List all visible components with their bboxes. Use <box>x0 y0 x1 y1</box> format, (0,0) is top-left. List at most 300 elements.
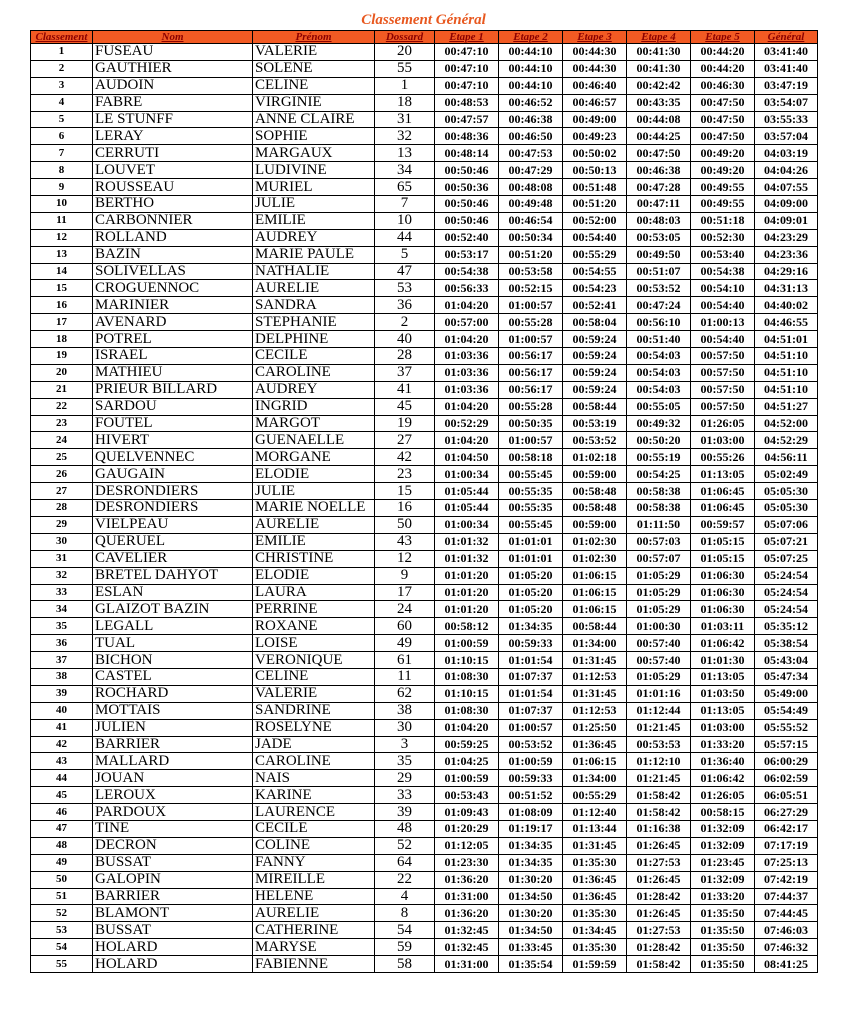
stage-3-time: 00:58:44 <box>563 618 627 635</box>
first-name-cell: MIREILLE <box>253 871 375 888</box>
bib-cell: 28 <box>375 348 435 365</box>
rank-cell: 46 <box>31 804 93 821</box>
stage-3-time: 00:54:23 <box>563 280 627 297</box>
stage-2-time: 01:34:35 <box>499 854 563 871</box>
rank-cell: 36 <box>31 635 93 652</box>
stage-1-time: 01:00:34 <box>435 516 499 533</box>
bib-cell: 7 <box>375 196 435 213</box>
bib-cell: 42 <box>375 449 435 466</box>
bib-cell: 20 <box>375 44 435 61</box>
stage-1-time: 01:20:29 <box>435 820 499 837</box>
rank-cell: 1 <box>31 44 93 61</box>
first-name-cell: MARIE NOELLE <box>253 500 375 517</box>
first-name-cell: ROXANE <box>253 618 375 635</box>
stage-2-time: 01:34:35 <box>499 618 563 635</box>
table-row <box>31 314 818 331</box>
first-name-cell: HELENE <box>253 888 375 905</box>
stage-2-time: 01:33:45 <box>499 939 563 956</box>
stage-4-time: 00:43:35 <box>627 94 691 111</box>
rank-cell: 18 <box>31 331 93 348</box>
stage-1-time: 00:47:10 <box>435 44 499 61</box>
rank-cell: 41 <box>31 719 93 736</box>
overall-time: 03:57:04 <box>755 128 818 145</box>
bib-cell: 43 <box>375 533 435 550</box>
last-name-cell: PARDOUX <box>93 804 253 821</box>
table-row <box>31 685 818 702</box>
overall-time: 03:55:33 <box>755 111 818 128</box>
first-name-cell: AUDREY <box>253 381 375 398</box>
stage-3-time: 01:36:45 <box>563 736 627 753</box>
stage-3-time: 00:53:19 <box>563 415 627 432</box>
rank-cell: 6 <box>31 128 93 145</box>
stage-1-time: 00:47:10 <box>435 60 499 77</box>
rank-cell: 26 <box>31 466 93 483</box>
stage-4-time: 01:21:45 <box>627 770 691 787</box>
last-name-cell: QUELVENNEC <box>93 449 253 466</box>
table-row <box>31 483 818 500</box>
table-row <box>31 111 818 128</box>
bib-cell: 4 <box>375 888 435 905</box>
rank-cell: 52 <box>31 905 93 922</box>
table-row <box>31 60 818 77</box>
bib-cell: 30 <box>375 719 435 736</box>
stage-4-time: 00:51:07 <box>627 263 691 280</box>
stage-5-time: 01:33:20 <box>691 888 755 905</box>
first-name-cell: LUDIVINE <box>253 162 375 179</box>
overall-time: 04:56:11 <box>755 449 818 466</box>
last-name-cell: JOUAN <box>93 770 253 787</box>
table-row <box>31 753 818 770</box>
table-row <box>31 179 818 196</box>
stage-4-time: 01:28:42 <box>627 888 691 905</box>
bib-cell: 59 <box>375 939 435 956</box>
stage-2-time: 01:19:17 <box>499 820 563 837</box>
stage-3-time: 00:46:57 <box>563 94 627 111</box>
stage-5-time: 00:58:15 <box>691 804 755 821</box>
stage-3-time: 00:54:55 <box>563 263 627 280</box>
table-row <box>31 398 818 415</box>
first-name-cell: PERRINE <box>253 601 375 618</box>
stage-1-time: 00:53:43 <box>435 787 499 804</box>
last-name-cell: SARDOU <box>93 398 253 415</box>
stage-2-time: 01:30:20 <box>499 905 563 922</box>
stage-3-time: 01:34:00 <box>563 770 627 787</box>
table-row <box>31 922 818 939</box>
stage-4-time: 00:57:40 <box>627 635 691 652</box>
rank-cell: 16 <box>31 297 93 314</box>
header-etape-1: Etape 1 <box>435 31 499 44</box>
first-name-cell: MURIEL <box>253 179 375 196</box>
table-row <box>31 449 818 466</box>
stage-1-time: 01:32:45 <box>435 939 499 956</box>
last-name-cell: DECRON <box>93 837 253 854</box>
first-name-cell: EMILIE <box>253 212 375 229</box>
first-name-cell: FABIENNE <box>253 956 375 973</box>
stage-2-time: 01:01:01 <box>499 533 563 550</box>
bib-cell: 53 <box>375 280 435 297</box>
table-row <box>31 854 818 871</box>
header-etape-4: Etape 4 <box>627 31 691 44</box>
rank-cell: 9 <box>31 179 93 196</box>
stage-5-time: 00:49:55 <box>691 179 755 196</box>
table-row <box>31 162 818 179</box>
stage-2-time: 00:55:45 <box>499 466 563 483</box>
stage-3-time: 00:54:40 <box>563 229 627 246</box>
rank-cell: 20 <box>31 364 93 381</box>
stage-4-time: 01:11:50 <box>627 516 691 533</box>
last-name-cell: MATHIEU <box>93 364 253 381</box>
stage-5-time: 01:06:42 <box>691 770 755 787</box>
stage-3-time: 00:59:24 <box>563 348 627 365</box>
stage-5-time: 00:57:50 <box>691 364 755 381</box>
first-name-cell: SANDRINE <box>253 702 375 719</box>
stage-3-time: 01:06:15 <box>563 584 627 601</box>
rank-cell: 44 <box>31 770 93 787</box>
stage-4-time: 01:27:53 <box>627 854 691 871</box>
last-name-cell: CASTEL <box>93 668 253 685</box>
stage-5-time: 01:33:20 <box>691 736 755 753</box>
last-name-cell: AVENARD <box>93 314 253 331</box>
bib-cell: 9 <box>375 567 435 584</box>
overall-time: 06:27:29 <box>755 804 818 821</box>
overall-time: 07:25:13 <box>755 854 818 871</box>
rank-cell: 55 <box>31 956 93 973</box>
overall-time: 04:51:10 <box>755 364 818 381</box>
last-name-cell: BAZIN <box>93 246 253 263</box>
stage-1-time: 01:31:00 <box>435 888 499 905</box>
stage-5-time: 00:53:40 <box>691 246 755 263</box>
last-name-cell: BICHON <box>93 652 253 669</box>
stage-4-time: 01:12:44 <box>627 702 691 719</box>
first-name-cell: AURELIE <box>253 905 375 922</box>
stage-4-time: 00:49:32 <box>627 415 691 432</box>
stage-1-time: 00:52:40 <box>435 229 499 246</box>
stage-1-time: 01:04:20 <box>435 331 499 348</box>
last-name-cell: ROCHARD <box>93 685 253 702</box>
bib-cell: 49 <box>375 635 435 652</box>
bib-cell: 19 <box>375 415 435 432</box>
overall-time: 05:35:12 <box>755 618 818 635</box>
stage-5-time: 01:05:15 <box>691 533 755 550</box>
stage-1-time: 00:50:46 <box>435 162 499 179</box>
first-name-cell: COLINE <box>253 837 375 854</box>
bib-cell: 17 <box>375 584 435 601</box>
stage-3-time: 00:51:48 <box>563 179 627 196</box>
stage-5-time: 01:23:45 <box>691 854 755 871</box>
stage-2-time: 00:56:17 <box>499 381 563 398</box>
bib-cell: 18 <box>375 94 435 111</box>
stage-5-time: 01:26:05 <box>691 787 755 804</box>
stage-4-time: 00:41:30 <box>627 44 691 61</box>
bib-cell: 11 <box>375 668 435 685</box>
table-row <box>31 280 818 297</box>
stage-1-time: 01:03:36 <box>435 381 499 398</box>
stage-4-time: 00:53:53 <box>627 736 691 753</box>
stage-5-time: 01:05:15 <box>691 550 755 567</box>
stage-3-time: 01:13:44 <box>563 820 627 837</box>
table-row <box>31 229 818 246</box>
stage-5-time: 00:46:30 <box>691 77 755 94</box>
stage-5-time: 01:32:09 <box>691 820 755 837</box>
overall-time: 04:52:29 <box>755 432 818 449</box>
table-row <box>31 145 818 162</box>
first-name-cell: MARGAUX <box>253 145 375 162</box>
stage-3-time: 00:59:24 <box>563 381 627 398</box>
table-row <box>31 787 818 804</box>
last-name-cell: BRETEL DAHYOT <box>93 567 253 584</box>
first-name-cell: CAROLINE <box>253 753 375 770</box>
rank-cell: 2 <box>31 60 93 77</box>
stage-3-time: 01:02:30 <box>563 533 627 550</box>
stage-5-time: 00:54:40 <box>691 331 755 348</box>
table-row <box>31 297 818 314</box>
overall-time: 04:23:29 <box>755 229 818 246</box>
bib-cell: 62 <box>375 685 435 702</box>
table-row <box>31 837 818 854</box>
stage-1-time: 01:10:15 <box>435 685 499 702</box>
bib-cell: 34 <box>375 162 435 179</box>
stage-4-time: 00:54:03 <box>627 348 691 365</box>
stage-4-time: 00:46:38 <box>627 162 691 179</box>
rank-cell: 22 <box>31 398 93 415</box>
overall-time: 04:09:01 <box>755 212 818 229</box>
stage-4-time: 01:27:53 <box>627 922 691 939</box>
first-name-cell: LOISE <box>253 635 375 652</box>
stage-5-time: 01:13:05 <box>691 466 755 483</box>
last-name-cell: MARINIER <box>93 297 253 314</box>
bib-cell: 65 <box>375 179 435 196</box>
rank-cell: 31 <box>31 550 93 567</box>
table-row <box>31 348 818 365</box>
table-row <box>31 44 818 61</box>
overall-time: 05:07:25 <box>755 550 818 567</box>
stage-5-time: 00:55:26 <box>691 449 755 466</box>
first-name-cell: CAROLINE <box>253 364 375 381</box>
first-name-cell: SOPHIE <box>253 128 375 145</box>
first-name-cell: KARINE <box>253 787 375 804</box>
stage-1-time: 01:01:32 <box>435 533 499 550</box>
first-name-cell: SANDRA <box>253 297 375 314</box>
stage-4-time: 00:58:38 <box>627 500 691 517</box>
stage-3-time: 00:59:24 <box>563 364 627 381</box>
first-name-cell: AURELIE <box>253 280 375 297</box>
overall-time: 06:02:59 <box>755 770 818 787</box>
table-row <box>31 956 818 973</box>
stage-4-time: 01:05:29 <box>627 601 691 618</box>
stage-3-time: 01:12:53 <box>563 702 627 719</box>
stage-1-time: 01:04:20 <box>435 432 499 449</box>
stage-5-time: 00:49:55 <box>691 196 755 213</box>
table-row <box>31 415 818 432</box>
stage-3-time: 00:52:41 <box>563 297 627 314</box>
first-name-cell: EMILIE <box>253 533 375 550</box>
stage-1-time: 01:32:45 <box>435 922 499 939</box>
first-name-cell: NAIS <box>253 770 375 787</box>
last-name-cell: FUSEAU <box>93 44 253 61</box>
stage-2-time: 00:55:28 <box>499 314 563 331</box>
first-name-cell: ROSELYNE <box>253 719 375 736</box>
rank-cell: 38 <box>31 668 93 685</box>
last-name-cell: ESLAN <box>93 584 253 601</box>
overall-time: 07:44:37 <box>755 888 818 905</box>
rank-cell: 24 <box>31 432 93 449</box>
overall-time: 05:47:34 <box>755 668 818 685</box>
table-header-row <box>31 31 818 44</box>
first-name-cell: ELODIE <box>253 567 375 584</box>
table-row <box>31 500 818 517</box>
overall-time: 05:49:00 <box>755 685 818 702</box>
rank-cell: 51 <box>31 888 93 905</box>
stage-1-time: 00:53:17 <box>435 246 499 263</box>
stage-3-time: 01:59:59 <box>563 956 627 973</box>
overall-time: 07:44:45 <box>755 905 818 922</box>
first-name-cell: ELODIE <box>253 466 375 483</box>
first-name-cell: MARGOT <box>253 415 375 432</box>
stage-4-time: 00:44:08 <box>627 111 691 128</box>
stage-1-time: 01:01:20 <box>435 567 499 584</box>
stage-2-time: 00:56:17 <box>499 348 563 365</box>
bib-cell: 35 <box>375 753 435 770</box>
table-row <box>31 128 818 145</box>
overall-time: 03:54:07 <box>755 94 818 111</box>
first-name-cell: CELINE <box>253 668 375 685</box>
overall-time: 04:51:27 <box>755 398 818 415</box>
first-name-cell: ANNE CLAIRE <box>253 111 375 128</box>
rank-cell: 12 <box>31 229 93 246</box>
header-etape-5: Etape 5 <box>691 31 755 44</box>
stage-5-time: 00:54:40 <box>691 297 755 314</box>
table-row <box>31 584 818 601</box>
first-name-cell: GUENAELLE <box>253 432 375 449</box>
stage-2-time: 00:50:34 <box>499 229 563 246</box>
first-name-cell: MORGANE <box>253 449 375 466</box>
stage-2-time: 01:34:50 <box>499 888 563 905</box>
stage-5-time: 00:47:50 <box>691 128 755 145</box>
stage-3-time: 00:55:29 <box>563 246 627 263</box>
table-row <box>31 871 818 888</box>
stage-2-time: 00:48:08 <box>499 179 563 196</box>
stage-3-time: 01:34:45 <box>563 922 627 939</box>
stage-4-time: 00:54:03 <box>627 364 691 381</box>
stage-4-time: 01:12:10 <box>627 753 691 770</box>
header-prenom: Prénom <box>253 31 375 44</box>
rank-cell: 5 <box>31 111 93 128</box>
stage-2-time: 00:47:53 <box>499 145 563 162</box>
stage-2-time: 01:05:20 <box>499 567 563 584</box>
stage-5-time: 00:54:10 <box>691 280 755 297</box>
bib-cell: 44 <box>375 229 435 246</box>
overall-time: 03:41:40 <box>755 44 818 61</box>
stage-1-time: 00:50:46 <box>435 196 499 213</box>
first-name-cell: AUDREY <box>253 229 375 246</box>
stage-2-time: 01:00:57 <box>499 719 563 736</box>
bib-cell: 5 <box>375 246 435 263</box>
stage-2-time: 01:35:54 <box>499 956 563 973</box>
table-row <box>31 770 818 787</box>
rank-cell: 54 <box>31 939 93 956</box>
stage-5-time: 01:06:30 <box>691 601 755 618</box>
rank-cell: 8 <box>31 162 93 179</box>
last-name-cell: TINE <box>93 820 253 837</box>
stage-4-time: 00:47:28 <box>627 179 691 196</box>
rank-cell: 25 <box>31 449 93 466</box>
stage-3-time: 01:36:45 <box>563 871 627 888</box>
rank-cell: 30 <box>31 533 93 550</box>
rank-cell: 29 <box>31 516 93 533</box>
overall-time: 04:23:36 <box>755 246 818 263</box>
rank-cell: 21 <box>31 381 93 398</box>
table-row <box>31 94 818 111</box>
header-general: Général <box>755 31 818 44</box>
stage-4-time: 01:05:29 <box>627 584 691 601</box>
stage-1-time: 01:09:43 <box>435 804 499 821</box>
overall-time: 05:24:54 <box>755 584 818 601</box>
first-name-cell: LAURA <box>253 584 375 601</box>
stage-4-time: 00:41:30 <box>627 60 691 77</box>
rank-cell: 4 <box>31 94 93 111</box>
rank-cell: 53 <box>31 922 93 939</box>
last-name-cell: LOUVET <box>93 162 253 179</box>
stage-2-time: 01:00:57 <box>499 432 563 449</box>
stage-4-time: 01:26:45 <box>627 871 691 888</box>
stage-3-time: 00:46:40 <box>563 77 627 94</box>
stage-3-time: 01:31:45 <box>563 652 627 669</box>
bib-cell: 3 <box>375 736 435 753</box>
overall-time: 05:43:04 <box>755 652 818 669</box>
stage-1-time: 01:00:59 <box>435 635 499 652</box>
overall-time: 05:24:54 <box>755 601 818 618</box>
stage-1-time: 00:54:38 <box>435 263 499 280</box>
stage-3-time: 00:58:48 <box>563 500 627 517</box>
table-row <box>31 550 818 567</box>
stage-1-time: 01:00:59 <box>435 770 499 787</box>
bib-cell: 36 <box>375 297 435 314</box>
bib-cell: 41 <box>375 381 435 398</box>
bib-cell: 58 <box>375 956 435 973</box>
rank-cell: 7 <box>31 145 93 162</box>
last-name-cell: DESRONDIERS <box>93 483 253 500</box>
bib-cell: 32 <box>375 128 435 145</box>
rank-cell: 33 <box>31 584 93 601</box>
stage-5-time: 01:36:40 <box>691 753 755 770</box>
bib-cell: 37 <box>375 364 435 381</box>
stage-3-time: 01:06:15 <box>563 601 627 618</box>
rank-cell: 11 <box>31 212 93 229</box>
table-row <box>31 635 818 652</box>
stage-1-time: 00:58:12 <box>435 618 499 635</box>
stage-1-time: 00:48:36 <box>435 128 499 145</box>
rank-cell: 48 <box>31 837 93 854</box>
stage-1-time: 00:56:33 <box>435 280 499 297</box>
stage-2-time: 00:56:17 <box>499 364 563 381</box>
stage-1-time: 01:36:20 <box>435 905 499 922</box>
table-row <box>31 804 818 821</box>
stage-5-time: 01:32:09 <box>691 837 755 854</box>
stage-4-time: 00:58:38 <box>627 483 691 500</box>
overall-time: 07:46:03 <box>755 922 818 939</box>
table-row <box>31 567 818 584</box>
last-name-cell: FOUTEL <box>93 415 253 432</box>
stage-3-time: 00:59:24 <box>563 331 627 348</box>
stage-4-time: 00:47:24 <box>627 297 691 314</box>
bib-cell: 55 <box>375 60 435 77</box>
overall-time: 08:41:25 <box>755 956 818 973</box>
stage-1-time: 01:01:32 <box>435 550 499 567</box>
last-name-cell: TUAL <box>93 635 253 652</box>
overall-time: 05:07:21 <box>755 533 818 550</box>
stage-5-time: 01:26:05 <box>691 415 755 432</box>
stage-2-time: 00:44:10 <box>499 77 563 94</box>
